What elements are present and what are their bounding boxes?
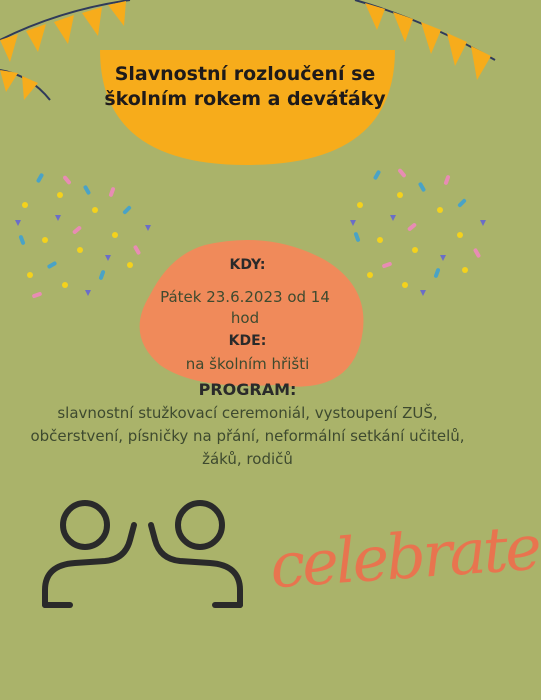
where-label: KDE: bbox=[228, 333, 267, 349]
confetti-left-icon bbox=[5, 165, 155, 305]
poster-title: Slavnostní rozloučení se školním rokem a deváťáky bbox=[104, 63, 386, 110]
celebrate-lettering: celebrate bbox=[267, 510, 541, 603]
when-label: KDY: bbox=[229, 257, 266, 273]
high-five-icon bbox=[30, 495, 255, 615]
program-label: PROGRAM: bbox=[198, 380, 297, 399]
when-value: Pátek 23.6.2023 od 14 hod bbox=[160, 288, 330, 327]
where-value: na školním hřišti bbox=[185, 355, 310, 373]
program-value: slavnostní stužkovací ceremoniál, vystoupení ZUŠ, občerstvení, písničky na přání, neformální setkání učitelů, žáků, rodičů bbox=[30, 404, 465, 468]
